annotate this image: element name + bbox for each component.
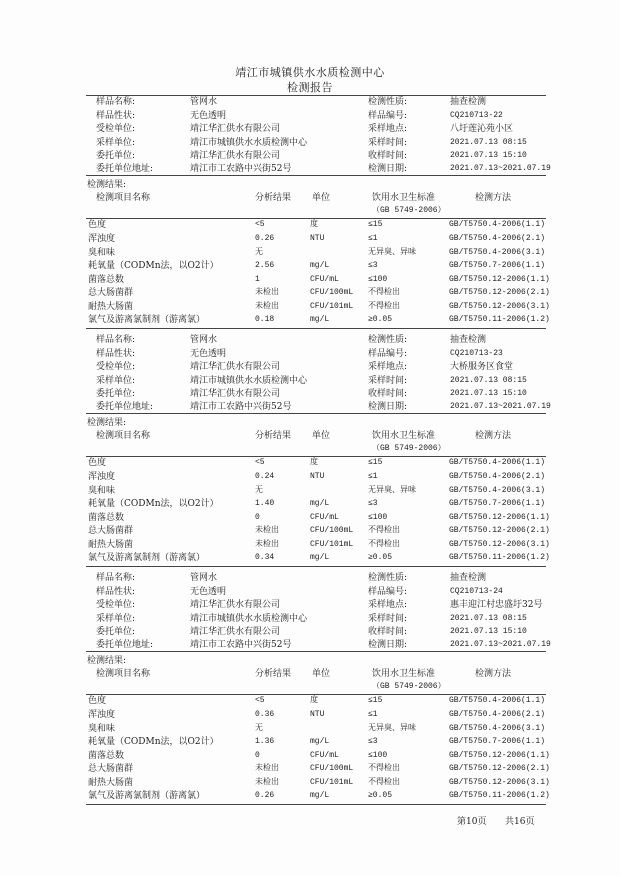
info-row [0, 388, 620, 400]
analysis-result: 未检出 [255, 778, 279, 787]
header-standard: 饮用水卫生标准 [372, 193, 436, 203]
test-method: GB/T5750.12-2006(2.1) [449, 764, 550, 773]
test-method: GB/T5750.12-2006(3.1) [449, 778, 550, 787]
info-row [0, 123, 620, 135]
analysis-result: 0.24 [255, 472, 275, 481]
results-heading-row [0, 417, 620, 429]
label-test-type: 检测性质: [368, 335, 408, 345]
result-row [0, 219, 620, 231]
sample-name-value: 管网水 [190, 335, 218, 345]
result-row [0, 301, 620, 313]
test-type-value: 抽查检测 [450, 97, 487, 107]
analysis-result: 未检出 [255, 526, 279, 535]
unit: CFU/mL [310, 751, 339, 760]
unit: NTU [310, 710, 325, 719]
item-name: 耗氧量（CODMn法，以O2计） [88, 499, 219, 509]
receipt-time-value: 2021.07.13 15:10 [450, 627, 527, 636]
standard-limit: ≤100 [368, 275, 388, 284]
client-unit-value: 靖江华汇供水有限公司 [190, 389, 281, 399]
test-method: GB/T5750.11-2006(1.2) [449, 315, 550, 324]
unit: 度 [310, 696, 318, 705]
label-sample-no: 样品编号: [368, 111, 408, 121]
table-header [0, 430, 620, 442]
sample-nature-value: 无色透明 [190, 587, 227, 597]
item-name: 耐热大肠菌 [88, 778, 134, 788]
label-sample-name: 样品名称: [96, 97, 136, 107]
header-item: 检测项目名称 [96, 193, 151, 203]
results-heading: 检测结果: [87, 180, 127, 190]
label-sampling-unit: 采样单位: [96, 614, 136, 624]
sample-no-value: CQ210713-24 [450, 587, 503, 596]
analysis-result: 未检出 [255, 540, 279, 549]
info-row [0, 599, 620, 611]
sampling-site-value: 八圩莲沁苑小区 [450, 124, 514, 134]
analysis-result: 未检出 [255, 302, 279, 311]
test-method: GB/T5750.7-2006(1.1) [449, 261, 546, 270]
results-heading: 检测结果: [87, 656, 127, 666]
sample-nature-value: 无色透明 [190, 349, 227, 359]
standard-limit: 不得检出 [368, 778, 400, 787]
label-client-unit: 委托单位: [96, 627, 136, 637]
label-client-unit: 委托单位: [96, 389, 136, 399]
analysis-result: 未检出 [255, 764, 279, 773]
standard-limit: ≤3 [368, 499, 378, 508]
result-row [0, 525, 620, 537]
standard-limit: ≥0.05 [368, 315, 393, 324]
label-sample-nature: 样品性状: [96, 587, 136, 597]
standard-limit: ≤15 [368, 220, 383, 229]
header-standard-ref: （GB 5749-2006） [372, 682, 446, 691]
unit: mg/L [310, 737, 330, 746]
item-name: 臭和味 [88, 724, 116, 734]
unit: mg/L [310, 553, 330, 562]
result-row [0, 777, 620, 789]
analysis-result: <5 [255, 458, 265, 467]
inspected-unit-value: 靖江华汇供水有限公司 [190, 600, 281, 610]
label-client-address: 委托单位地址: [96, 640, 154, 650]
header-item: 检测项目名称 [96, 431, 151, 441]
unit: mg/L [310, 791, 330, 800]
header-method: 检测方法 [475, 193, 512, 203]
info-row [0, 137, 620, 149]
test-method: GB/T5750.4-2006(2.1) [449, 710, 546, 719]
result-row [0, 512, 620, 524]
analysis-result: 1 [255, 275, 260, 284]
label-client-address: 委托单位地址: [96, 164, 154, 174]
item-name: 色度 [88, 220, 107, 230]
table-header [0, 668, 620, 680]
header-method: 检测方法 [475, 431, 512, 441]
header-standard-ref: （GB 5749-2006） [372, 444, 446, 453]
analysis-result: 1.40 [255, 499, 275, 508]
result-row [0, 287, 620, 299]
sample-name-value: 管网水 [190, 573, 218, 583]
item-name: 耗氧量（CODMn法，以O2计） [88, 261, 219, 271]
test-method: GB/T5750.12-2006(3.1) [449, 302, 550, 311]
item-name: 菌落总数 [88, 513, 125, 523]
label-receipt-time: 收样时间: [368, 627, 408, 637]
analysis-result: 1.36 [255, 737, 275, 746]
label-sampling-unit: 采样单位: [96, 376, 136, 386]
header-item: 检测项目名称 [96, 669, 151, 679]
unit: CFU/101mL [310, 778, 354, 787]
test-method: GB/T5750.7-2006(1.1) [449, 499, 546, 508]
unit: CFU/100mL [310, 526, 354, 535]
label-inspected-unit: 受检单位: [96, 600, 136, 610]
info-row [0, 150, 620, 162]
label-sampling-time: 采样时间: [368, 376, 408, 386]
sample-no-value: CQ210713-22 [450, 111, 503, 120]
standard-limit: ≤1 [368, 234, 378, 243]
org-title: 靖江市城镇供水水质检测中心 [235, 66, 385, 79]
client-unit-value: 靖江华汇供水有限公司 [190, 627, 281, 637]
info-row [0, 626, 620, 638]
info-row [0, 572, 620, 584]
item-name: 氯气及游离氯制剂（游离氯） [88, 553, 206, 563]
info-row [0, 639, 620, 651]
test-method: GB/T5750.4-2006(2.1) [449, 472, 546, 481]
test-method: GB/T5750.12-2006(1.1) [449, 513, 550, 522]
header-result: 分析结果 [255, 431, 292, 441]
test-method: GB/T5750.4-2006(1.1) [449, 696, 546, 705]
standard-limit: ≤3 [368, 737, 378, 746]
label-inspected-unit: 受检单位: [96, 362, 136, 372]
item-name: 浑浊度 [88, 710, 116, 720]
analysis-result: <5 [255, 220, 265, 229]
info-row [0, 361, 620, 373]
label-sampling-site: 采样地点: [368, 362, 408, 372]
result-row [0, 457, 620, 469]
client-address-value: 靖江市工农路中兴街52号 [190, 640, 292, 650]
results-heading-row [0, 179, 620, 191]
item-name: 氯气及游离氯制剂（游离氯） [88, 315, 206, 325]
result-row [0, 695, 620, 707]
analysis-result: 未检出 [255, 288, 279, 297]
label-sample-name: 样品名称: [96, 335, 136, 345]
test-method: GB/T5750.12-2006(1.1) [449, 751, 550, 760]
result-row [0, 274, 620, 286]
item-name: 总大肠菌群 [88, 288, 134, 298]
analysis-result: 无 [255, 486, 263, 495]
standard-limit: ≤1 [368, 472, 378, 481]
unit: CFU/mL [310, 275, 339, 284]
analysis-result: 2.56 [255, 261, 275, 270]
label-receipt-time: 收样时间: [368, 389, 408, 399]
sample-no-value: CQ210713-23 [450, 349, 503, 358]
test-date-value: 2021.07.13~2021.07.19 [450, 164, 551, 173]
standard-limit: ≤100 [368, 751, 388, 760]
standard-limit: 无异臭、异味 [368, 486, 416, 495]
label-sampling-time: 采样时间: [368, 614, 408, 624]
unit: mg/L [310, 499, 330, 508]
test-type-value: 抽查检测 [450, 335, 487, 345]
unit: mg/L [310, 261, 330, 270]
test-date-value: 2021.07.13~2021.07.19 [450, 402, 551, 411]
result-row [0, 485, 620, 497]
unit: CFU/100mL [310, 764, 354, 773]
label-sample-no: 样品编号: [368, 587, 408, 597]
result-row [0, 233, 620, 245]
inspected-unit-value: 靖江华汇供水有限公司 [190, 124, 281, 134]
item-name: 总大肠菌群 [88, 526, 134, 536]
analysis-result: 0.26 [255, 234, 275, 243]
sample-section [0, 96, 620, 332]
sampling-unit-value: 靖江市城镇供水水质检测中心 [190, 614, 308, 624]
analysis-result: 0.36 [255, 710, 275, 719]
inspected-unit-value: 靖江华汇供水有限公司 [190, 362, 281, 372]
label-sampling-site: 采样地点: [368, 600, 408, 610]
test-method: GB/T5750.11-2006(1.2) [449, 553, 550, 562]
table-header [0, 192, 620, 204]
standard-limit: ≤100 [368, 513, 388, 522]
item-name: 浑浊度 [88, 234, 116, 244]
results-heading: 检测结果: [87, 418, 127, 428]
item-name: 耐热大肠菌 [88, 540, 134, 550]
standard-limit: 不得检出 [368, 526, 400, 535]
label-test-date: 检测日期: [368, 164, 408, 174]
header-result: 分析结果 [255, 193, 292, 203]
standard-limit: ≤15 [368, 696, 383, 705]
client-address-value: 靖江市工农路中兴街52号 [190, 164, 292, 174]
divider [86, 804, 546, 805]
analysis-result: 0 [255, 513, 260, 522]
table-header-sub [0, 443, 620, 455]
label-sample-no: 样品编号: [368, 349, 408, 359]
test-method: GB/T5750.7-2006(1.1) [449, 737, 546, 746]
info-row [0, 110, 620, 122]
sampling-time-value: 2021.07.13 08:15 [450, 614, 527, 623]
info-row [0, 375, 620, 387]
sample-section [0, 334, 620, 570]
label-receipt-time: 收样时间: [368, 151, 408, 161]
divider [86, 175, 546, 176]
label-sampling-site: 采样地点: [368, 124, 408, 134]
table-header-sub [0, 681, 620, 693]
result-row [0, 260, 620, 272]
page-number: 第10页 [457, 817, 487, 827]
unit: 度 [310, 220, 318, 229]
analysis-result: 0.18 [255, 315, 275, 324]
item-name: 臭和味 [88, 486, 116, 496]
header-method: 检测方法 [475, 669, 512, 679]
test-date-value: 2021.07.13~2021.07.19 [450, 640, 551, 649]
unit: 度 [310, 458, 318, 467]
test-method: GB/T5750.4-2006(3.1) [449, 248, 546, 257]
label-sample-name: 样品名称: [96, 573, 136, 583]
item-name: 菌落总数 [88, 751, 125, 761]
sample-nature-value: 无色透明 [190, 111, 227, 121]
label-client-unit: 委托单位: [96, 151, 136, 161]
label-test-date: 检测日期: [368, 640, 408, 650]
label-sample-nature: 样品性状: [96, 111, 136, 121]
client-unit-value: 靖江华汇供水有限公司 [190, 151, 281, 161]
unit: mg/L [310, 315, 330, 324]
item-name: 总大肠菌群 [88, 764, 134, 774]
info-row [0, 401, 620, 413]
result-row [0, 790, 620, 802]
test-method: GB/T5750.12-2006(1.1) [449, 275, 550, 284]
label-client-address: 委托单位地址: [96, 402, 154, 412]
result-row [0, 539, 620, 551]
standard-limit: 不得检出 [368, 302, 400, 311]
standard-limit: ≤1 [368, 710, 378, 719]
sampling-unit-value: 靖江市城镇供水水质检测中心 [190, 138, 308, 148]
header-standard: 饮用水卫生标准 [372, 431, 436, 441]
standard-limit: ≥0.05 [368, 553, 393, 562]
standard-limit: 不得检出 [368, 288, 400, 297]
item-name: 色度 [88, 458, 107, 468]
result-row [0, 750, 620, 762]
label-sampling-unit: 采样单位: [96, 138, 136, 148]
analysis-result: 无 [255, 248, 263, 257]
divider [86, 328, 546, 329]
label-sample-nature: 样品性状: [96, 349, 136, 359]
item-name: 耗氧量（CODMn法，以O2计） [88, 737, 219, 747]
test-method: GB/T5750.4-2006(1.1) [449, 458, 546, 467]
unit: NTU [310, 472, 325, 481]
test-method: GB/T5750.4-2006(1.1) [449, 220, 546, 229]
label-inspected-unit: 受检单位: [96, 124, 136, 134]
divider [86, 566, 546, 567]
page-total: 共16页 [505, 817, 535, 827]
report-title: 检测报告 [287, 81, 333, 94]
standard-limit: ≥0.05 [368, 791, 393, 800]
info-row [0, 586, 620, 598]
result-row [0, 552, 620, 564]
result-row [0, 471, 620, 483]
analysis-result: 0 [255, 751, 260, 760]
header-standard: 饮用水卫生标准 [372, 669, 436, 679]
header-result: 分析结果 [255, 669, 292, 679]
info-row [0, 348, 620, 360]
result-row [0, 736, 620, 748]
analysis-result: 无 [255, 724, 263, 733]
client-address-value: 靖江市工农路中兴街52号 [190, 402, 292, 412]
test-method: GB/T5750.12-2006(3.1) [449, 540, 550, 549]
standard-limit: 无异臭、异味 [368, 724, 416, 733]
test-method: GB/T5750.4-2006(3.1) [449, 724, 546, 733]
test-method: GB/T5750.4-2006(3.1) [449, 486, 546, 495]
standard-limit: ≤15 [368, 458, 383, 467]
label-sampling-time: 采样时间: [368, 138, 408, 148]
result-row [0, 709, 620, 721]
test-method: GB/T5750.12-2006(2.1) [449, 526, 550, 535]
item-name: 耐热大肠菌 [88, 302, 134, 312]
result-row [0, 247, 620, 259]
divider [86, 651, 546, 652]
label-test-type: 检测性质: [368, 97, 408, 107]
info-row [0, 613, 620, 625]
item-name: 色度 [88, 696, 107, 706]
sample-section [0, 572, 620, 808]
sampling-site-value: 惠丰迎江村忠盛圩32号 [450, 600, 543, 610]
test-type-value: 抽查检测 [450, 573, 487, 583]
label-test-date: 检测日期: [368, 402, 408, 412]
standard-limit: ≤3 [368, 261, 378, 270]
header-standard-ref: （GB 5749-2006） [372, 206, 446, 215]
result-row [0, 763, 620, 775]
result-row [0, 723, 620, 735]
unit: NTU [310, 234, 325, 243]
item-name: 臭和味 [88, 248, 116, 258]
unit: CFU/mL [310, 513, 339, 522]
info-row [0, 96, 620, 108]
sampling-site-value: 大桥服务区食堂 [450, 362, 514, 372]
header-unit: 单位 [312, 669, 331, 679]
standard-limit: 不得检出 [368, 764, 400, 773]
unit: CFU/100mL [310, 288, 354, 297]
divider [86, 413, 546, 414]
sampling-unit-value: 靖江市城镇供水水质检测中心 [190, 376, 308, 386]
receipt-time-value: 2021.07.13 15:10 [450, 389, 527, 398]
receipt-time-value: 2021.07.13 15:10 [450, 151, 527, 160]
table-header-sub [0, 205, 620, 217]
standard-limit: 无异臭、异味 [368, 248, 416, 257]
sampling-time-value: 2021.07.13 08:15 [450, 138, 527, 147]
test-method: GB/T5750.4-2006(2.1) [449, 234, 546, 243]
test-method: GB/T5750.11-2006(1.2) [449, 791, 550, 800]
item-name: 氯气及游离氯制剂（游离氯） [88, 791, 206, 801]
unit: CFU/101mL [310, 540, 354, 549]
item-name: 菌落总数 [88, 275, 125, 285]
analysis-result: <5 [255, 696, 265, 705]
header-unit: 单位 [312, 193, 331, 203]
analysis-result: 0.26 [255, 791, 275, 800]
label-test-type: 检测性质: [368, 573, 408, 583]
item-name: 浑浊度 [88, 472, 116, 482]
header-unit: 单位 [312, 431, 331, 441]
sample-name-value: 管网水 [190, 97, 218, 107]
info-row [0, 334, 620, 346]
analysis-result: 0.34 [255, 553, 275, 562]
result-row [0, 314, 620, 326]
unit: CFU/101mL [310, 302, 354, 311]
results-heading-row [0, 655, 620, 667]
result-row [0, 498, 620, 510]
sampling-time-value: 2021.07.13 08:15 [450, 376, 527, 385]
standard-limit: 不得检出 [368, 540, 400, 549]
info-row [0, 163, 620, 175]
test-method: GB/T5750.12-2006(2.1) [449, 288, 550, 297]
